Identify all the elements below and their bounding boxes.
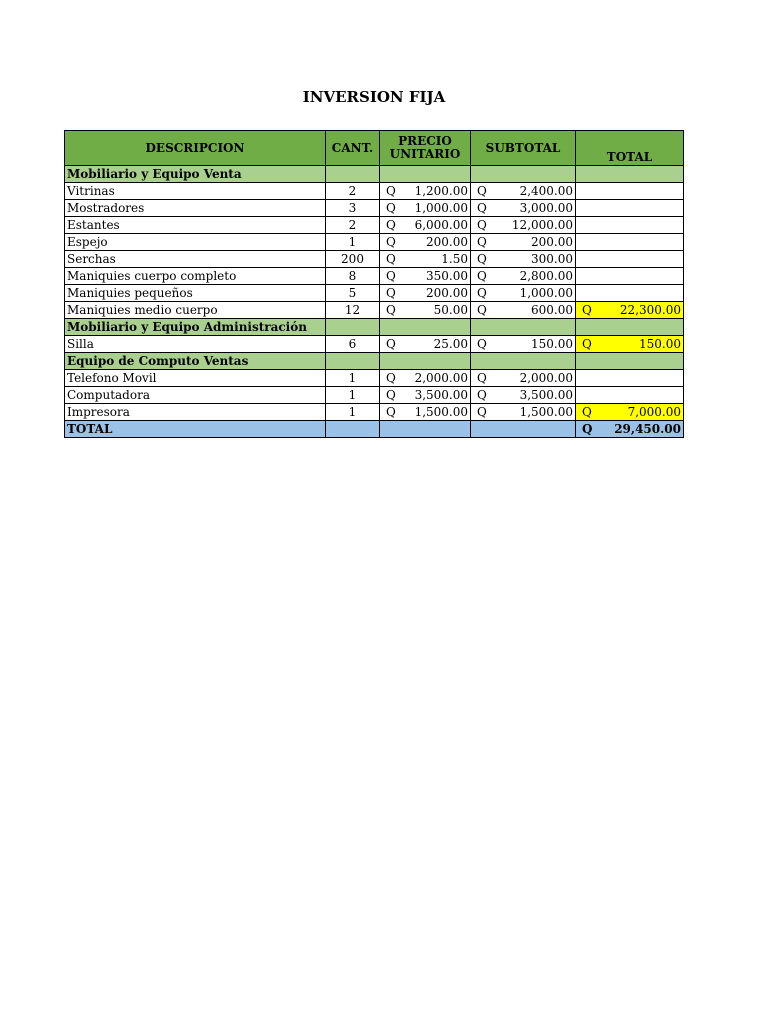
currency-symbol: Q — [386, 218, 396, 232]
item-total-empty — [576, 251, 684, 268]
item-row — [65, 302, 684, 319]
grand-total-value — [578, 421, 681, 437]
item-subtotal-value — [473, 285, 573, 301]
item-subtotal-value — [473, 200, 573, 216]
item-subtotal-value — [473, 234, 573, 250]
item-unit-price — [380, 268, 471, 285]
item-description: Maniquies medio cuerpo — [65, 302, 326, 319]
item-subtotal-amount: 600.00 — [531, 303, 573, 317]
item-subtotal — [471, 336, 576, 353]
item-row — [65, 336, 684, 353]
item-unit-price-amount: 350.00 — [426, 269, 468, 283]
section-name: Mobiliario y Equipo Administración — [65, 319, 326, 336]
item-subtotal — [471, 217, 576, 234]
item-subtotal — [471, 404, 576, 421]
currency-symbol: Q — [477, 286, 487, 300]
section-row — [65, 319, 684, 336]
currency-symbol: Q — [477, 235, 487, 249]
item-subtotal-amount: 300.00 — [531, 252, 573, 266]
item-unit-price-value — [382, 217, 468, 233]
item-subtotal — [471, 183, 576, 200]
item-unit-price-value — [382, 302, 468, 318]
item-quantity: 5 — [326, 285, 380, 302]
grand-total-empty-cell — [380, 421, 471, 438]
item-row — [65, 200, 684, 217]
item-row — [65, 251, 684, 268]
item-quantity: 3 — [326, 200, 380, 217]
item-quantity: 1 — [326, 387, 380, 404]
item-total-empty — [576, 183, 684, 200]
item-description: Vitrinas — [65, 183, 326, 200]
item-total-empty — [576, 200, 684, 217]
item-total — [576, 404, 684, 421]
currency-symbol: Q — [582, 422, 593, 436]
currency-symbol: Q — [477, 269, 487, 283]
item-total-amount: 7,000.00 — [627, 405, 681, 419]
item-unit-price-amount: 2,000.00 — [414, 371, 468, 385]
item-unit-price — [380, 336, 471, 353]
item-row — [65, 183, 684, 200]
grand-total-row — [65, 421, 684, 438]
item-subtotal-amount: 1,000.00 — [519, 286, 573, 300]
section-empty-cell — [576, 319, 684, 336]
item-total-empty — [576, 285, 684, 302]
section-empty-cell — [326, 166, 380, 183]
currency-symbol: Q — [386, 286, 396, 300]
item-subtotal-value — [473, 302, 573, 318]
item-unit-price — [380, 302, 471, 319]
item-quantity: 12 — [326, 302, 380, 319]
section-row — [65, 166, 684, 183]
item-row — [65, 387, 684, 404]
currency-symbol: Q — [477, 252, 487, 266]
item-subtotal-amount: 2,000.00 — [519, 371, 573, 385]
section-empty-cell — [326, 319, 380, 336]
item-unit-price-amount: 25.00 — [433, 337, 468, 351]
header-row — [65, 131, 684, 166]
currency-symbol: Q — [582, 303, 592, 317]
currency-symbol: Q — [582, 337, 592, 351]
item-row — [65, 370, 684, 387]
item-unit-price-amount: 200.00 — [426, 286, 468, 300]
item-subtotal-value — [473, 370, 573, 386]
item-unit-price-value — [382, 336, 468, 352]
item-total-empty — [576, 268, 684, 285]
item-unit-price — [380, 234, 471, 251]
item-description: Silla — [65, 336, 326, 353]
item-subtotal — [471, 285, 576, 302]
item-unit-price-amount: 1.50 — [441, 252, 468, 266]
section-empty-cell — [471, 319, 576, 336]
item-row — [65, 268, 684, 285]
currency-symbol: Q — [386, 405, 396, 419]
item-subtotal-value — [473, 387, 573, 403]
item-unit-price-amount: 200.00 — [426, 235, 468, 249]
item-quantity: 2 — [326, 183, 380, 200]
item-subtotal-value — [473, 336, 573, 352]
item-description: Serchas — [65, 251, 326, 268]
item-subtotal-amount: 200.00 — [531, 235, 573, 249]
section-empty-cell — [380, 319, 471, 336]
item-description: Maniquies pequeños — [65, 285, 326, 302]
item-subtotal-value — [473, 217, 573, 233]
investment-table — [64, 130, 684, 438]
item-unit-price-amount: 1,500.00 — [414, 405, 468, 419]
header-descripcion: DESCRIPCION — [65, 131, 326, 166]
currency-symbol: Q — [386, 337, 396, 351]
grand-total-label: TOTAL — [65, 421, 326, 438]
item-subtotal — [471, 268, 576, 285]
item-subtotal-amount: 150.00 — [531, 337, 573, 351]
item-subtotal — [471, 251, 576, 268]
item-row — [65, 217, 684, 234]
item-description: Mostradores — [65, 200, 326, 217]
sheet-title: INVERSION FIJA — [302, 88, 446, 106]
item-unit-price-value — [382, 268, 468, 284]
currency-symbol: Q — [477, 303, 487, 317]
grand-total-empty-cell — [471, 421, 576, 438]
item-description: Maniquies cuerpo completo — [65, 268, 326, 285]
currency-symbol: Q — [477, 337, 487, 351]
item-total — [576, 302, 684, 319]
currency-symbol: Q — [582, 405, 592, 419]
currency-symbol: Q — [386, 184, 396, 198]
item-total-empty — [576, 217, 684, 234]
currency-symbol: Q — [477, 405, 487, 419]
grand-total-amount: 29,450.00 — [614, 422, 681, 436]
item-unit-price-amount: 6,000.00 — [414, 218, 468, 232]
item-unit-price-value — [382, 251, 468, 267]
section-empty-cell — [471, 353, 576, 370]
item-subtotal-amount: 2,800.00 — [519, 269, 573, 283]
item-description: Impresora — [65, 404, 326, 421]
item-subtotal — [471, 370, 576, 387]
section-name: Mobiliario y Equipo Venta — [65, 166, 326, 183]
item-subtotal-amount: 12,000.00 — [511, 218, 573, 232]
item-unit-price-value — [382, 285, 468, 301]
grand-total-empty-cell — [326, 421, 380, 438]
item-description: Estantes — [65, 217, 326, 234]
item-quantity: 2 — [326, 217, 380, 234]
item-unit-price — [380, 183, 471, 200]
section-name: Equipo de Computo Ventas — [65, 353, 326, 370]
section-empty-cell — [471, 166, 576, 183]
item-quantity: 200 — [326, 251, 380, 268]
currency-symbol: Q — [386, 371, 396, 385]
currency-symbol: Q — [477, 184, 487, 198]
item-unit-price-value — [382, 387, 468, 403]
item-quantity: 1 — [326, 234, 380, 251]
section-empty-cell — [576, 353, 684, 370]
currency-symbol: Q — [477, 201, 487, 215]
header-precio-line2: UNITARIO — [389, 147, 461, 161]
item-row — [65, 285, 684, 302]
header-precio-unitario — [380, 131, 471, 166]
section-row — [65, 353, 684, 370]
item-description: Telefono Movil — [65, 370, 326, 387]
item-subtotal — [471, 234, 576, 251]
item-description: Espejo — [65, 234, 326, 251]
item-description: Computadora — [65, 387, 326, 404]
item-unit-price — [380, 285, 471, 302]
item-unit-price-value — [382, 370, 468, 386]
item-unit-price-value — [382, 234, 468, 250]
section-empty-cell — [380, 353, 471, 370]
item-unit-price-amount: 50.00 — [433, 303, 468, 317]
item-unit-price — [380, 404, 471, 421]
item-unit-price-value — [382, 183, 468, 199]
item-total-empty — [576, 387, 684, 404]
item-unit-price-amount: 1,200.00 — [414, 184, 468, 198]
currency-symbol: Q — [477, 218, 487, 232]
item-subtotal-amount: 2,400.00 — [519, 184, 573, 198]
item-unit-price — [380, 217, 471, 234]
item-row — [65, 234, 684, 251]
currency-symbol: Q — [386, 269, 396, 283]
currency-symbol: Q — [386, 303, 396, 317]
currency-symbol: Q — [386, 235, 396, 249]
item-total-amount: 22,300.00 — [619, 303, 681, 317]
item-unit-price — [380, 251, 471, 268]
item-quantity: 8 — [326, 268, 380, 285]
currency-symbol: Q — [386, 201, 396, 215]
currency-symbol: Q — [477, 388, 487, 402]
item-total-empty — [576, 234, 684, 251]
item-subtotal-value — [473, 404, 573, 420]
item-subtotal-amount: 3,500.00 — [519, 388, 573, 402]
header-subtotal: SUBTOTAL — [471, 131, 576, 166]
item-quantity: 1 — [326, 404, 380, 421]
item-row — [65, 404, 684, 421]
item-total-empty — [576, 370, 684, 387]
item-total-value — [578, 404, 681, 420]
header-cant: CANT. — [326, 131, 380, 166]
section-empty-cell — [576, 166, 684, 183]
item-quantity: 6 — [326, 336, 380, 353]
currency-symbol: Q — [386, 252, 396, 266]
item-total — [576, 336, 684, 353]
item-total-amount: 150.00 — [639, 337, 681, 351]
item-total-value — [578, 302, 681, 318]
item-unit-price-amount: 1,000.00 — [414, 201, 468, 215]
item-subtotal-value — [473, 183, 573, 199]
item-subtotal-value — [473, 268, 573, 284]
section-empty-cell — [380, 166, 471, 183]
item-unit-price — [380, 387, 471, 404]
grand-total — [576, 421, 684, 438]
item-unit-price-value — [382, 404, 468, 420]
currency-symbol: Q — [477, 371, 487, 385]
item-unit-price-value — [382, 200, 468, 216]
section-empty-cell — [326, 353, 380, 370]
item-quantity: 1 — [326, 370, 380, 387]
item-unit-price — [380, 200, 471, 217]
currency-symbol: Q — [386, 388, 396, 402]
item-subtotal — [471, 302, 576, 319]
header-precio-line1: PRECIO — [398, 134, 452, 148]
item-subtotal-amount: 3,000.00 — [519, 201, 573, 215]
item-subtotal — [471, 200, 576, 217]
item-unit-price-amount: 3,500.00 — [414, 388, 468, 402]
item-subtotal-value — [473, 251, 573, 267]
header-total: TOTAL — [576, 131, 684, 166]
item-subtotal-amount: 1,500.00 — [519, 405, 573, 419]
item-unit-price — [380, 370, 471, 387]
item-total-value — [578, 336, 681, 352]
item-subtotal — [471, 387, 576, 404]
